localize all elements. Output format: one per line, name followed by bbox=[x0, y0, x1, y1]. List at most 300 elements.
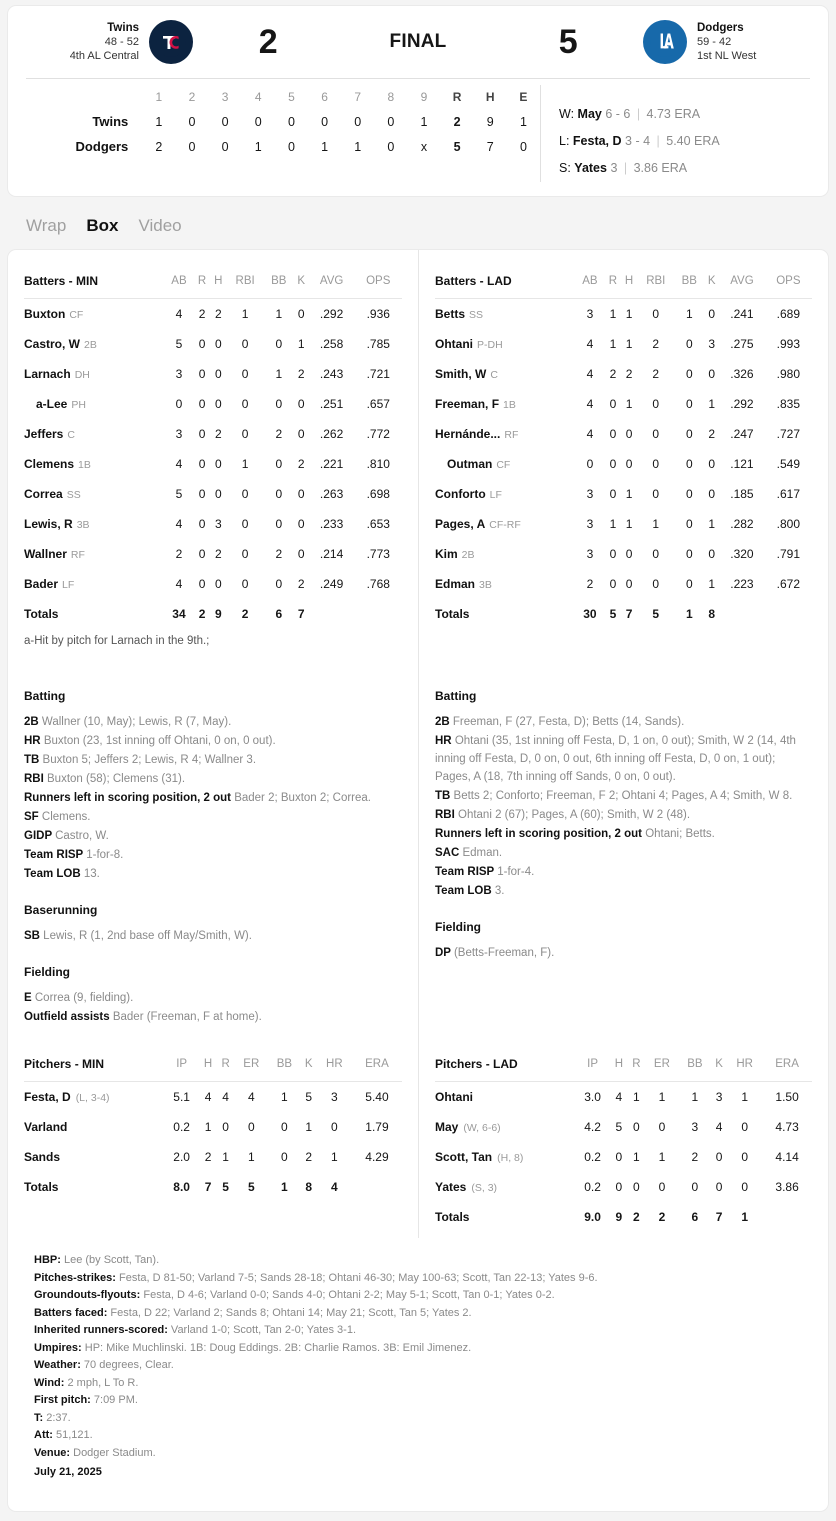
stat-h: 2 bbox=[214, 307, 222, 321]
runs-value: 2 bbox=[453, 114, 461, 129]
stat-rbi: 2 bbox=[652, 337, 660, 351]
pitcher-row bbox=[24, 1112, 402, 1142]
pitcher-name-cell[interactable] bbox=[435, 1142, 575, 1172]
stat-h: 1 bbox=[204, 1120, 212, 1134]
stat-ab: 4 bbox=[175, 307, 183, 321]
col-header-k: K bbox=[704, 266, 719, 299]
stat-h: 0 bbox=[214, 397, 222, 411]
away-team-meta bbox=[70, 21, 139, 63]
totals-h: 9 bbox=[214, 607, 222, 621]
player-position: P-DH bbox=[477, 339, 503, 351]
decision-record: 3 - 4 bbox=[621, 134, 654, 148]
stat-r: 0 bbox=[609, 427, 617, 441]
linescore-header-row bbox=[18, 85, 540, 109]
stat-ops: .800 bbox=[776, 517, 801, 531]
stat-bb: 1 bbox=[275, 367, 283, 381]
stat-bb: 2 bbox=[275, 547, 283, 561]
batting-note-heading: Batting bbox=[24, 689, 66, 703]
totals-r: 5 bbox=[609, 607, 617, 621]
stat-rbi: 1 bbox=[652, 517, 660, 531]
stat-r: 0 bbox=[198, 517, 206, 531]
stat-r: 1 bbox=[222, 1150, 229, 1164]
batter-name-cell[interactable] bbox=[435, 389, 575, 419]
decision-label: W: bbox=[559, 107, 578, 121]
batter-name-cell[interactable] bbox=[24, 419, 164, 449]
errors-value: 1 bbox=[519, 114, 527, 129]
stat-bb: 3 bbox=[691, 1120, 699, 1134]
batter-name-cell[interactable] bbox=[435, 449, 575, 479]
home-team-block[interactable] bbox=[643, 20, 810, 64]
stat-r: 0 bbox=[198, 457, 206, 471]
stat-ab: 4 bbox=[175, 577, 183, 591]
game-info-key: Inherited runners-scored: bbox=[34, 1324, 171, 1336]
pitcher-name-cell[interactable] bbox=[435, 1172, 575, 1202]
away-team-block[interactable] bbox=[26, 20, 193, 64]
game-info-row bbox=[34, 1270, 802, 1287]
stat-h: 4 bbox=[615, 1090, 623, 1104]
stat-hr: 0 bbox=[331, 1120, 338, 1134]
stat-ab: 5 bbox=[175, 487, 183, 501]
stat-rbi: 0 bbox=[241, 577, 249, 591]
note-value: 13. bbox=[83, 868, 100, 880]
batter-name-cell[interactable] bbox=[24, 389, 164, 419]
note-key: RBI bbox=[24, 773, 47, 785]
linescore-corner bbox=[18, 85, 142, 109]
stat-r: 4 bbox=[222, 1090, 229, 1104]
stat-r: 0 bbox=[198, 367, 206, 381]
note-key: Team LOB bbox=[435, 885, 495, 897]
errors-value: 0 bbox=[519, 139, 527, 154]
stat-k: 0 bbox=[297, 307, 305, 321]
col-header-rbi: RBI bbox=[637, 266, 674, 299]
decision-separator: | bbox=[636, 107, 641, 121]
stat-ab: 3 bbox=[175, 367, 183, 381]
note-value: Betts 2; Conforto; Freeman, F 2; Ohtani 4; Pages, A 4; Smith, W 8. bbox=[453, 790, 793, 802]
tab-wrap[interactable]: Wrap bbox=[26, 216, 67, 235]
stat-avg: .233 bbox=[319, 517, 344, 531]
batter-name-cell[interactable] bbox=[435, 419, 575, 449]
col-header-h: H bbox=[610, 1049, 627, 1082]
note-value: Ohtani; Betts. bbox=[645, 828, 715, 840]
batter-row bbox=[24, 539, 402, 569]
home-team-meta bbox=[697, 21, 756, 63]
batter-name-cell[interactable] bbox=[435, 359, 575, 389]
player-name: May bbox=[435, 1120, 459, 1134]
decision-era: 3.86 ERA bbox=[630, 161, 688, 175]
stat-k: 0 bbox=[297, 517, 305, 531]
note-key: Outfield assists bbox=[24, 1011, 113, 1023]
batter-row bbox=[24, 569, 402, 599]
player-name: Ohtani bbox=[435, 337, 473, 351]
stat-rbi: 0 bbox=[652, 487, 660, 501]
stat-bb: 0 bbox=[685, 517, 693, 531]
stat-ab: 4 bbox=[586, 397, 594, 411]
home-pitchers-table bbox=[435, 1049, 812, 1232]
linescore-section bbox=[8, 79, 828, 196]
note-key: TB bbox=[24, 754, 43, 766]
batter-row bbox=[24, 419, 402, 449]
stat-h: 0 bbox=[214, 337, 222, 351]
player-name: Larnach bbox=[24, 367, 71, 381]
game-info-notes bbox=[8, 1238, 828, 1511]
stat-bb: 0 bbox=[275, 337, 283, 351]
decision-separator: | bbox=[623, 161, 628, 175]
stat-avg: .251 bbox=[319, 397, 344, 411]
runs-value: 5 bbox=[453, 139, 461, 154]
stat-ops: .835 bbox=[776, 397, 801, 411]
decision-pitcher[interactable]: Festa, D bbox=[572, 134, 622, 148]
totals-h: 7 bbox=[625, 607, 633, 621]
stat-r: 1 bbox=[609, 337, 617, 351]
stat-r: 0 bbox=[609, 577, 617, 591]
game-info-value: HP: Mike Muchlinski. 1B: Doug Eddings. 2B: Charlie Ramos. 3B: Emil Jimenez. bbox=[84, 1341, 472, 1354]
pitcher-name-cell[interactable] bbox=[435, 1112, 575, 1142]
batter-row bbox=[24, 299, 402, 330]
pitcher-name-cell[interactable] bbox=[24, 1142, 164, 1172]
stat-avg: .282 bbox=[730, 517, 754, 531]
stat-ops: .791 bbox=[776, 547, 801, 561]
col-header-rbi: RBI bbox=[226, 266, 263, 299]
stat-k: 0 bbox=[297, 547, 305, 561]
batter-name-cell[interactable] bbox=[24, 539, 164, 569]
stat-avg: .262 bbox=[319, 427, 344, 441]
stat-ops: .727 bbox=[776, 427, 801, 441]
stat-bb: 1 bbox=[685, 307, 693, 321]
batter-name-cell[interactable] bbox=[24, 299, 164, 330]
stat-k: 2 bbox=[297, 457, 305, 471]
player-name: Conforto bbox=[435, 487, 486, 501]
pitcher-row bbox=[435, 1112, 812, 1142]
stat-r: 0 bbox=[198, 397, 206, 411]
stat-rbi: 0 bbox=[241, 337, 249, 351]
decision-label: S: bbox=[559, 161, 575, 175]
stat-r: 0 bbox=[609, 457, 617, 471]
stat-rbi: 0 bbox=[652, 397, 660, 411]
player-position: 1B bbox=[78, 459, 91, 471]
decision-separator: | bbox=[656, 134, 660, 148]
stat-ops: .980 bbox=[776, 367, 801, 381]
stat-h: 1 bbox=[625, 337, 633, 351]
pitcher-name-cell[interactable] bbox=[24, 1082, 164, 1113]
stat-k: 2 bbox=[305, 1150, 313, 1164]
stat-r: 1 bbox=[609, 307, 617, 321]
home-batters-table bbox=[435, 266, 812, 629]
stat-h: 3 bbox=[214, 517, 222, 531]
player-name: Scott, Tan bbox=[435, 1150, 493, 1164]
inning-header-5: 5 bbox=[288, 90, 295, 104]
batter-name-cell[interactable] bbox=[435, 479, 575, 509]
player-position: 3B bbox=[76, 519, 90, 531]
batter-name-cell[interactable] bbox=[435, 569, 575, 599]
player-name: Jeffers bbox=[24, 427, 64, 441]
decision-pitcher[interactable]: May bbox=[577, 107, 602, 121]
note-value: Buxton 5; Jeffers 2; Lewis, R 4; Wallner 3. bbox=[42, 754, 257, 766]
stat-ab: 2 bbox=[175, 547, 183, 561]
game-info-key: Venue: bbox=[34, 1446, 74, 1459]
stat-hr: 0 bbox=[741, 1180, 748, 1194]
stat-r: 1 bbox=[633, 1090, 640, 1104]
stat-avg: .185 bbox=[730, 487, 754, 501]
stat-k: 0 bbox=[715, 1150, 723, 1164]
batting-note-row bbox=[435, 863, 812, 881]
stat-rbi: 0 bbox=[652, 547, 660, 561]
pitcher-decision: (W, 6-6) bbox=[463, 1122, 501, 1134]
stat-bb: 1 bbox=[691, 1090, 699, 1104]
player-name: Bader bbox=[24, 577, 59, 591]
stat-er: 0 bbox=[658, 1120, 666, 1134]
col-header-k: K bbox=[301, 1049, 317, 1082]
batting-note-row bbox=[24, 770, 402, 788]
decision-pitcher[interactable]: Yates bbox=[574, 161, 607, 175]
totals-row bbox=[435, 599, 812, 629]
away-team-name: Twins bbox=[107, 22, 139, 34]
stat-ab: 3 bbox=[586, 487, 594, 501]
stat-ops: .936 bbox=[366, 307, 390, 321]
stat-k: 5 bbox=[305, 1090, 313, 1104]
inning-6-value: 0 bbox=[321, 114, 329, 129]
player-position: RF bbox=[70, 549, 85, 561]
totals-label: Totals bbox=[24, 1180, 59, 1194]
stat-h: 0 bbox=[615, 1150, 623, 1164]
away-notes-column bbox=[8, 653, 418, 1033]
away-pitchers-column bbox=[8, 1033, 418, 1238]
col-header-hr: HR bbox=[317, 1049, 352, 1082]
col-header-bb: BB bbox=[679, 1049, 711, 1082]
batter-name-cell[interactable] bbox=[24, 449, 164, 479]
inning-8-value: 0 bbox=[387, 114, 395, 129]
stat-h: 4 bbox=[204, 1090, 212, 1104]
decisions-panel bbox=[540, 85, 828, 182]
stat-rbi: 0 bbox=[241, 547, 249, 561]
batter-name-cell[interactable] bbox=[435, 329, 575, 359]
game-info-key: First pitch: bbox=[34, 1394, 94, 1406]
stat-k: 3 bbox=[715, 1090, 723, 1104]
pitcher-name-cell[interactable] bbox=[435, 1082, 575, 1113]
batter-name-cell[interactable] bbox=[24, 479, 164, 509]
fielding-note-row bbox=[24, 1008, 402, 1026]
home-notes bbox=[435, 687, 812, 962]
stat-r: 1 bbox=[609, 517, 617, 531]
col-header-k: K bbox=[711, 1049, 727, 1082]
game-info-row bbox=[34, 1375, 802, 1392]
tab-video[interactable]: Video bbox=[138, 216, 182, 235]
note-key: HR bbox=[435, 735, 455, 747]
away-batters-footnote: a-Hit by pitch for Larnach in the 9th.; bbox=[24, 635, 210, 647]
col-header-hr: HR bbox=[727, 1049, 762, 1082]
stat-k: 2 bbox=[297, 367, 305, 381]
note-key: HR bbox=[24, 735, 44, 747]
totals-avg bbox=[719, 599, 765, 629]
player-position: 1B bbox=[503, 399, 516, 411]
stat-rbi: 1 bbox=[241, 457, 249, 471]
stat-ip: 5.1 bbox=[173, 1090, 190, 1104]
baserunning-note-heading: Baserunning bbox=[24, 903, 98, 917]
note-value: Lewis, R (1, 2nd base off May/Smith, W). bbox=[43, 930, 252, 942]
pitcher-decision: (S, 3) bbox=[471, 1182, 498, 1194]
pitcher-row bbox=[435, 1172, 812, 1202]
stat-ops: .657 bbox=[366, 397, 390, 411]
col-header-r: R bbox=[217, 1049, 235, 1082]
stat-h: 2 bbox=[204, 1150, 212, 1164]
batting-note-row bbox=[24, 732, 402, 750]
note-key: E bbox=[24, 992, 35, 1004]
stat-era: 4.14 bbox=[775, 1150, 799, 1164]
game-info-value: 51,121. bbox=[56, 1429, 93, 1441]
totals-hr: 1 bbox=[741, 1210, 748, 1224]
batter-name-cell[interactable] bbox=[24, 359, 164, 389]
batter-name-cell[interactable] bbox=[435, 509, 575, 539]
stat-bb: 0 bbox=[685, 397, 693, 411]
batter-name-cell[interactable] bbox=[24, 329, 164, 359]
decision-w bbox=[559, 101, 828, 128]
stat-r: 0 bbox=[198, 427, 206, 441]
stat-k: 0 bbox=[708, 307, 716, 321]
inning-header-4: 4 bbox=[254, 90, 262, 104]
totals-k: 7 bbox=[715, 1210, 723, 1224]
note-key: Team LOB bbox=[24, 868, 84, 880]
dodgers-logo-icon bbox=[643, 20, 687, 64]
note-key: GIDP bbox=[24, 830, 56, 842]
totals-bb: 1 bbox=[281, 1180, 288, 1194]
game-info-value: Festa, D 81-50; Varland 7-5; Sands 28-18; Ohtani 46-30; May 100-63; Scott, Tan 22-13; Yates 9-6. bbox=[118, 1271, 598, 1284]
stat-h: 1 bbox=[625, 397, 633, 411]
batter-row bbox=[24, 329, 402, 359]
stat-r: 0 bbox=[633, 1120, 640, 1134]
inning-2-value: 0 bbox=[188, 139, 196, 154]
game-info-key: Wind: bbox=[34, 1376, 68, 1389]
stat-bb: 0 bbox=[275, 487, 283, 501]
totals-row bbox=[435, 1202, 812, 1232]
tab-box[interactable]: Box bbox=[86, 216, 119, 235]
boxscore-card bbox=[8, 250, 828, 1511]
stat-avg: .223 bbox=[730, 577, 754, 591]
batter-row bbox=[435, 449, 812, 479]
stat-ab: 3 bbox=[586, 547, 594, 561]
player-name: Betts bbox=[435, 307, 466, 321]
linescore-table-wrap bbox=[8, 85, 540, 182]
player-name: Pages, A bbox=[435, 517, 486, 531]
stat-era: 3.86 bbox=[775, 1180, 799, 1194]
col-header-er: ER bbox=[645, 1049, 679, 1082]
inning-8-value: 0 bbox=[387, 139, 395, 154]
stat-r: 2 bbox=[198, 307, 206, 321]
inning-7-value: 1 bbox=[354, 139, 362, 154]
linescore-row bbox=[18, 134, 540, 159]
stat-h: 1 bbox=[625, 487, 633, 501]
totals-rbi: 2 bbox=[241, 607, 249, 621]
stat-era: 1.50 bbox=[775, 1090, 799, 1104]
stat-r: 0 bbox=[609, 487, 617, 501]
note-value: Bader 2; Buxton 2; Correa. bbox=[234, 792, 372, 804]
col-header-era: ERA bbox=[762, 1049, 812, 1082]
away-score: 2 bbox=[258, 22, 278, 61]
stat-ops: .810 bbox=[366, 457, 390, 471]
inning-3-value: 0 bbox=[221, 139, 229, 154]
player-name: Sands bbox=[24, 1150, 61, 1164]
game-info-row bbox=[34, 1427, 802, 1444]
batters-columns bbox=[8, 250, 828, 653]
player-name: Festa, D bbox=[24, 1090, 71, 1104]
col-header-era: ERA bbox=[352, 1049, 402, 1082]
col-header-avg: AVG bbox=[309, 266, 355, 299]
stat-h: 0 bbox=[625, 457, 633, 471]
pitcher-name-cell[interactable] bbox=[24, 1112, 164, 1142]
note-value: Clemens. bbox=[41, 811, 91, 823]
stat-ops: .698 bbox=[366, 487, 390, 501]
note-key: 2B bbox=[24, 716, 42, 728]
twins-logo-icon bbox=[149, 20, 193, 64]
stat-k: 0 bbox=[297, 487, 305, 501]
game-info-row bbox=[34, 1357, 802, 1374]
batter-name-cell[interactable] bbox=[435, 539, 575, 569]
stat-k: 1 bbox=[297, 337, 305, 351]
game-info-key: T: bbox=[34, 1411, 47, 1424]
away-team-record: 48 - 52 bbox=[104, 36, 139, 48]
stat-h: 2 bbox=[214, 427, 222, 441]
stat-ab: 4 bbox=[586, 427, 594, 441]
linescore-team-name: Dodgers bbox=[75, 139, 129, 154]
stat-r: 0 bbox=[222, 1120, 229, 1134]
player-name: Outman bbox=[447, 457, 493, 471]
totals-ops bbox=[354, 599, 402, 629]
score-center bbox=[193, 23, 643, 62]
stat-ip: 4.2 bbox=[584, 1120, 601, 1134]
stat-h: 2 bbox=[214, 547, 222, 561]
inning-9-value: 1 bbox=[420, 114, 428, 129]
total-header-h: H bbox=[485, 90, 495, 104]
stat-k: 1 bbox=[305, 1120, 313, 1134]
linescore-body bbox=[18, 109, 540, 159]
stat-ab: 3 bbox=[175, 427, 183, 441]
batter-name-cell[interactable] bbox=[435, 299, 575, 330]
game-info-key: Weather: bbox=[34, 1359, 84, 1371]
game-info-value: 2 mph, L To R. bbox=[67, 1376, 139, 1389]
note-key: 2B bbox=[435, 716, 453, 728]
player-name: Buxton bbox=[24, 307, 66, 321]
stat-bb: 0 bbox=[685, 547, 693, 561]
col-header-ip: IP bbox=[575, 1049, 610, 1082]
stat-avg: .292 bbox=[319, 307, 344, 321]
player-position: SS bbox=[469, 309, 484, 321]
stat-k: 1 bbox=[708, 517, 716, 531]
player-name: Clemens bbox=[24, 457, 75, 471]
decision-label: L: bbox=[559, 134, 573, 148]
batting-note-row bbox=[24, 789, 402, 807]
col-header-k: K bbox=[294, 266, 309, 299]
col-header-ops: OPS bbox=[765, 266, 812, 299]
stat-bb: 0 bbox=[685, 337, 693, 351]
batter-name-cell[interactable] bbox=[24, 509, 164, 539]
pitcher-row bbox=[435, 1082, 812, 1113]
stat-rbi: 0 bbox=[241, 367, 249, 381]
totals-h: 7 bbox=[204, 1180, 212, 1194]
batting-note-row bbox=[24, 846, 402, 864]
player-position: C bbox=[490, 369, 498, 381]
batter-row bbox=[435, 389, 812, 419]
col-header-ops: OPS bbox=[354, 266, 402, 299]
totals-k: 8 bbox=[708, 607, 716, 621]
note-key: Team RISP bbox=[435, 866, 498, 878]
inning-7-value: 0 bbox=[354, 114, 362, 129]
totals-ab: 34 bbox=[172, 607, 186, 621]
totals-ops bbox=[765, 599, 812, 629]
note-value: Wallner (10, May); Lewis, R (7, May). bbox=[41, 716, 232, 728]
player-name: Yates bbox=[435, 1180, 467, 1194]
away-pitchers-table bbox=[24, 1049, 402, 1202]
game-info-row bbox=[34, 1322, 802, 1339]
stat-ops: .768 bbox=[366, 577, 390, 591]
batter-name-cell[interactable] bbox=[24, 569, 164, 599]
